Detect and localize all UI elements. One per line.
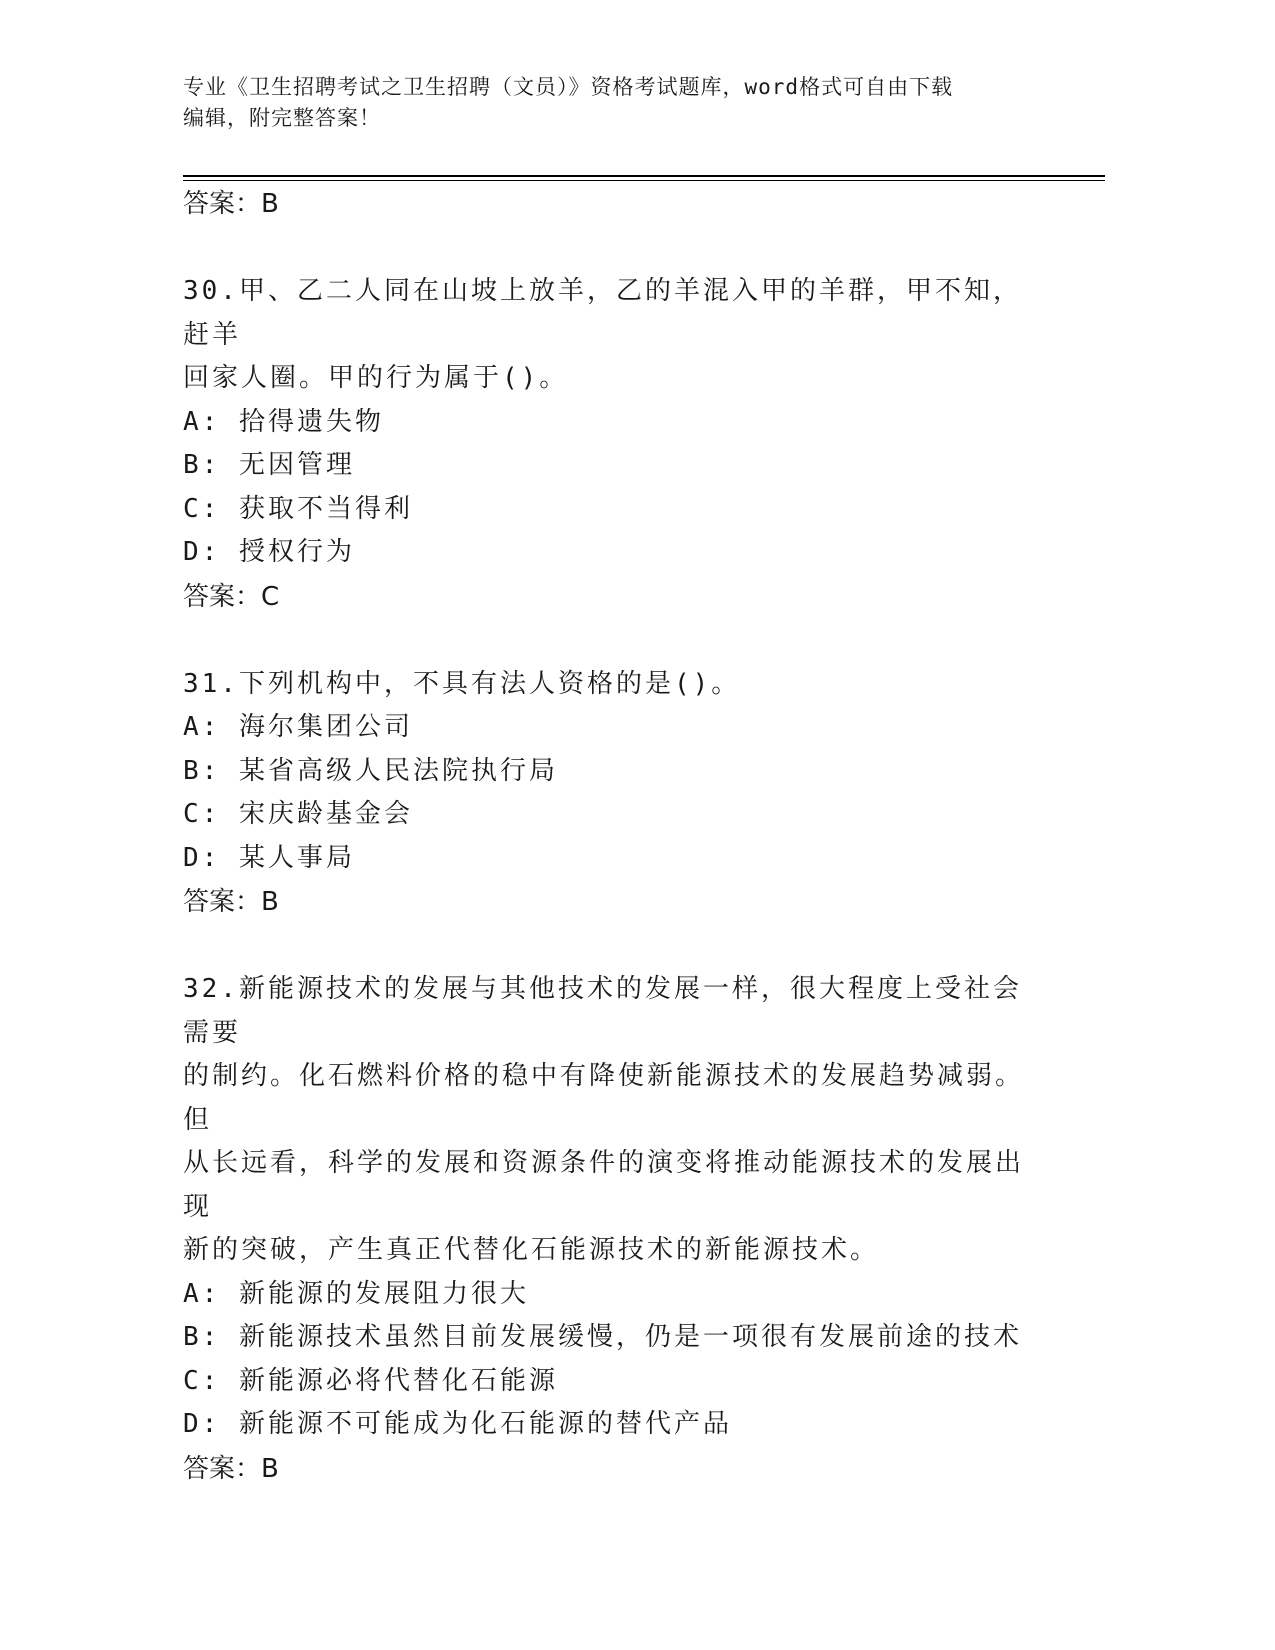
option-d: D: 授权行为: [183, 537, 355, 567]
option-b: B: 无因管理: [183, 450, 355, 480]
option-d: D: 新能源不可能成为化石能源的替代产品: [183, 1409, 732, 1439]
header-rule-thin: [183, 180, 1105, 181]
document-body: [183, 182, 1043, 1491]
option-d: D: 某人事局: [183, 842, 355, 873]
option-b: B: 新能源技术虽然目前发展缓慢，仍是一项很有发展前途的技术: [183, 1322, 1022, 1352]
answer-29: 答案：B: [183, 189, 279, 219]
question-stem: 32.新能源技术的发展与其他技术的发展一样，很大程度上受社会需要 的制约。化石燃料价格的稳中有降使新能源技术的发展趋势减弱。但 从长远看，科学的发展和资源条件的演变将推动能源技术的发展出现 新的突破，产生真正代替化石能源技术的新能源技术。: [183, 974, 1025, 1265]
answer: 答案：C: [183, 581, 280, 612]
header-rule-thick: [183, 175, 1105, 177]
question-stem: 30.甲、乙二人同在山坡上放羊，乙的羊混入甲的羊群，甲不知，赶羊 回家人圈。甲的行为属于()。: [183, 276, 1022, 393]
option-c: C: 新能源必将代替化石能源: [183, 1365, 558, 1396]
answer: 答案：B: [183, 887, 279, 917]
option-a: A: 新能源的发展阻力很大: [183, 1278, 529, 1309]
question-32: [183, 968, 1043, 1491]
question-30: [183, 270, 1043, 619]
option-c: C: 获取不当得利: [183, 493, 413, 524]
option-a: A: 海尔集团公司: [183, 712, 413, 742]
answer: 答案：B: [183, 1453, 279, 1484]
option-a: A: 拾得遗失物: [183, 406, 384, 437]
header-line-1: 专业《卫生招聘考试之卫生招聘（文员）》资格考试题库，word格式可自由下载: [183, 75, 954, 99]
option-b: B: 某省高级人民法院执行局: [183, 755, 558, 786]
option-c: C: 宋庆龄基金会: [183, 799, 413, 829]
question-31: [183, 663, 1043, 925]
question-stem: 31.下列机构中，不具有法人资格的是()。: [183, 668, 741, 699]
document-header: [183, 72, 1063, 134]
header-line-2: 编辑，附完整答案！: [183, 106, 381, 130]
